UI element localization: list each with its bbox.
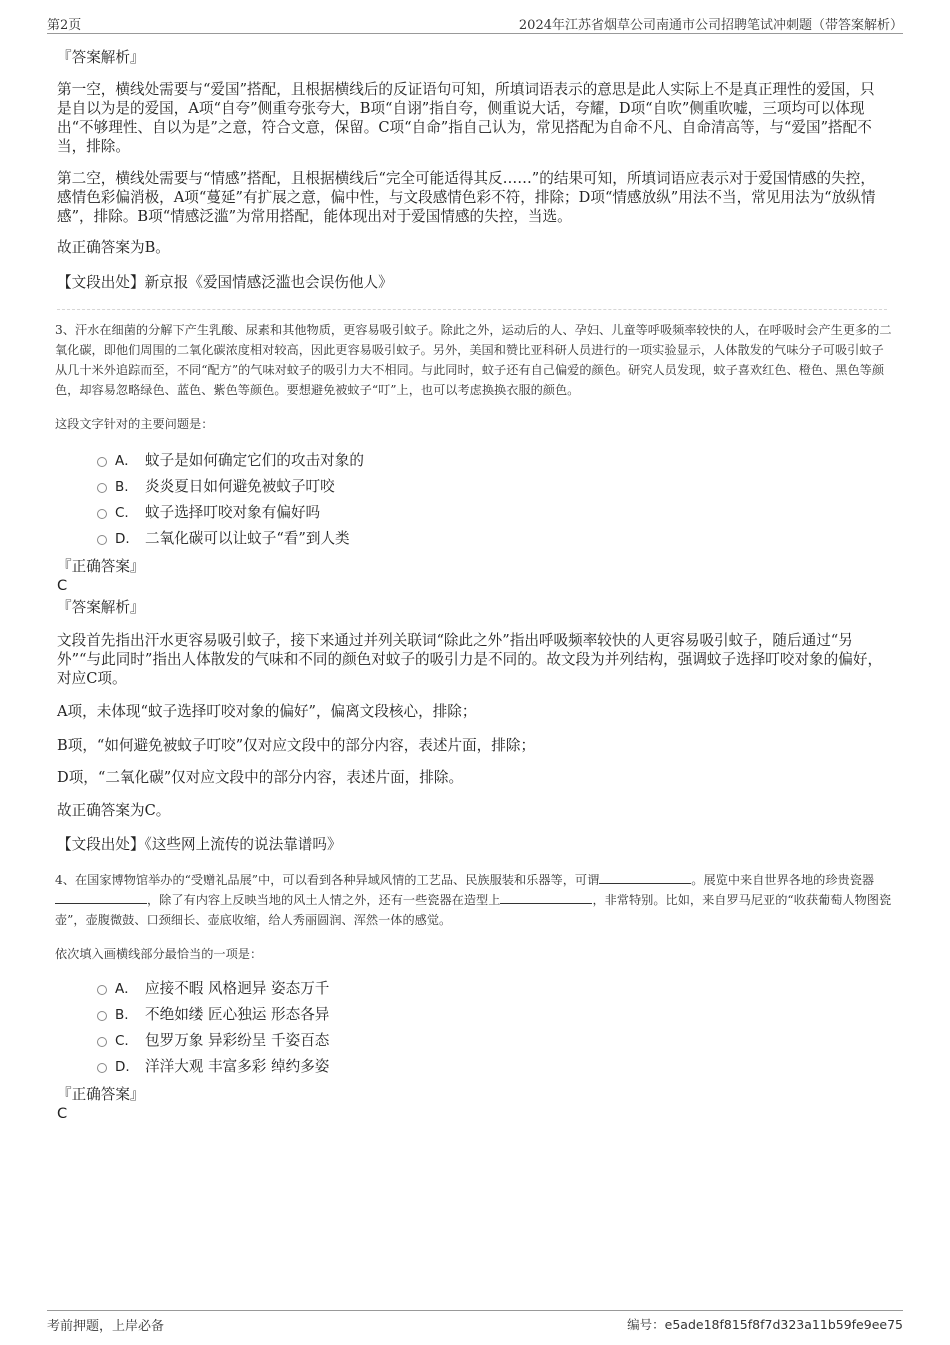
option-a[interactable]: A． 应接不暇 风格迥异 姿态万千 [97,979,329,999]
radio-button[interactable] [97,483,107,493]
analysis-paragraph: B项，“如何避免被蚊子叮咬”仅对应文段中的部分内容，表述片面，排除； [57,737,536,754]
fill-blank [500,891,592,904]
radio-button[interactable] [97,535,107,545]
option-c[interactable]: C. 包罗万象 异彩纷呈 千姿百态 [97,1031,329,1051]
correct-answer-label: 『正确答案』 [57,558,145,575]
radio-button[interactable] [97,1063,107,1073]
correct-answer: C [57,1105,68,1122]
analysis-paragraph: 第二空，横线处需要与“情感”搭配，且根据横线后“完全可能适得其反……”的结果可知，所填词语应表示对于爱国情感的失控，感情色彩偏消极，A项“蔓延”有扩展之意，偏中性，与文段感情色彩不符，排除；D项“情感放纵”用法不当，常见用法为“放纵情感”，排除。B项“情感泛滥”为常用搭配，能体现出对于爱国情感的失控，当选。 [57,170,876,225]
analysis-label: 『答案解析』 [57,599,145,616]
conclusion: 故正确答案为B。 [57,239,170,256]
option-d[interactable]: D. 洋洋大观 丰富多彩 绰约多姿 [97,1057,329,1077]
analysis-paragraph: 第一空，横线处需要与“爱国”搭配，且根据横线后的反证语句可知，所填词语表示的意思是此人实际上不是真正理性的爱国，只是自以为是的爱国，A项“自夸”侧重夸张夸大，B项“自诩”指自夸，侧重说大话，夸耀，D项“自吹”侧重吹嘘，三项均可以体现出“不够理性、自以为是”之意，符合文意，保留。C项“自命”指自己认为，常见搭配为自命不凡、自命清高等，与“爱国”搭配不当，排除。 [57,81,875,155]
divider [57,309,887,310]
correct-answer-label: 『正确答案』 [57,1086,145,1103]
conclusion: 故正确答案为C。 [57,802,171,819]
page-header [47,13,903,34]
source: 【文段出处】新京报《爱国情感泛滥也会误伤他人》 [57,274,393,291]
option-b[interactable]: B. 炎炎夏日如何避免被蚊子叮咬 [97,477,335,497]
analysis-label: 『答案解析』 [57,49,145,66]
fill-blank [55,891,147,904]
document-title: 2024年江苏省烟草公司南通市公司招聘笔试冲刺题（带答案解析） [518,18,903,33]
option-c[interactable]: C. 蚊子选择叮咬对象有偏好吗 [97,503,320,523]
radio-button[interactable] [97,457,107,467]
radio-button[interactable] [97,1011,107,1021]
footer-slogan: 考前押题，上岸必备 [47,1319,165,1334]
question-prompt: 依次填入画横线部分最恰当的一项是： [55,947,263,961]
radio-button[interactable] [97,1037,107,1047]
page-footer [47,1310,903,1335]
question-prompt: 这段文字针对的主要问题是： [55,417,214,431]
analysis-paragraph: A项，未体现“蚊子选择叮咬对象的偏好”，偏离文段核心，排除； [57,703,477,720]
radio-button[interactable] [97,985,107,995]
option-d[interactable]: D. 二氧化碳可以让蚊子“看”到人类 [97,529,350,549]
source: 【文段出处】《这些网上流传的说法靠谱吗》 [57,836,342,853]
fill-blank [599,871,691,884]
option-b[interactable]: B. 不绝如缕 匠心独运 形态各异 [97,1005,329,1025]
page-number: 第2页 [47,18,82,33]
correct-answer: C [57,577,68,594]
analysis-paragraph: 文段首先指出汗水更容易吸引蚊子，接下来通过并列关联词“除此之外”指出呼吸频率较快的人更容易吸引蚊子，随后通过“另外”“与此同时”指出人体散发的气味和不同的颜色对蚊子的吸引力是不同的。故文段为并列结构，强调蚊子选择叮咬对象的偏好，对应C项。 [57,632,883,687]
question-text: 3、汗水在细菌的分解下产生乳酸、尿素和其他物质，更容易吸引蚊子。除此之外，运动后的人、孕妇、儿童等呼吸频率较快的人，在呼吸时会产生更多的二氧化碳，即他们周围的二氧化碳浓度相对较高，因此更容易吸引蚊子。另外，美国和赞比亚科研人员进行的一项实验显示，人体散发的气味分子可吸引蚊子从几十米外追踪而至，不同“配方”的气味对蚊子的吸引力大不相同。与此同时，蚊子还有自己偏爱的颜色。研究人员发现，蚊子喜欢红色、橙色、黑色等颜色，却容易忽略绿色、蓝色、紫色等颜色。要想避免被蚊子“叮”上，也可以考虑换换衣服的颜色。 [55,323,892,397]
question-text: 4、在国家博物馆举办的“受赠礼品展”中，可以看到各种异域风情的工艺品、民族服装和乐器等，可谓 。展览中来自世界各地的珍贵瓷器，除了有内容上反映当地的风土人情之外，还有一些瓷器在造型上 ，非常特别。比如，来自罗马尼亚的“收获葡萄人物图瓷壶”，壶腹微鼓、口颈细长、壶底收缩，给人秀丽圆润、浑然一体的感觉。 [55,873,892,927]
radio-button[interactable] [97,509,107,519]
option-a[interactable]: A． 蚊子是如何确定它们的攻击对象的 [97,451,364,471]
analysis-paragraph: D项，“二氧化碳”仅对应文段中的部分内容，表述片面，排除。 [57,769,464,786]
document-code: 编号：e5ade18f815f8f7d323a11b59fe9ee75 [627,1317,903,1332]
